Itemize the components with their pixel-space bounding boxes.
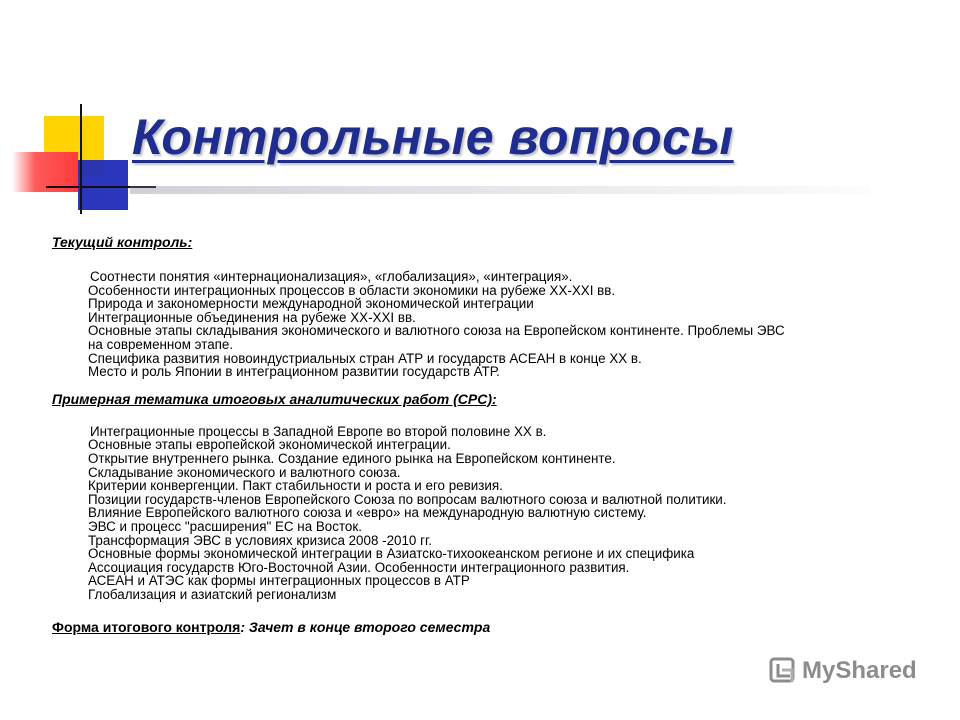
list-item: Основные формы экономической интеграции в Азиатско-тихоокеанском регионе и их специфика: [88, 546, 695, 562]
final-control-value: : Зачет в конце второго семестра: [240, 619, 491, 636]
list-item: Природа и закономерности международной экономической интеграции: [88, 296, 534, 312]
list-item: Место и роль Японии в интеграционном развитии государств АТР.: [88, 364, 500, 380]
slide-content: [52, 234, 932, 635]
current-control-heading: Текущий контроль:: [52, 234, 193, 250]
topics-heading: Примерная тематика итоговых аналитических работ (СРС):: [52, 390, 497, 407]
watermark: [768, 656, 917, 686]
page-title: Контрольные вопросы: [132, 109, 734, 165]
list-item: Интеграционные объединения на рубеже XX-XXI вв.: [88, 309, 416, 325]
list-item: Основные этапы складывания экономического и валютного союза на Европейском континенте. Проблемы ЭВС: [88, 323, 785, 339]
list-item: ЭВС и процесс "расширения" ЕС на Восток.: [88, 518, 362, 534]
list-item: Трансформация ЭВС в условиях кризиса 2008 -2010 гг.: [88, 532, 432, 548]
list-item: Ассоциация государств Юго-Восточной Азии. Особенности интеграционного развития.: [88, 559, 630, 575]
final-control: [52, 619, 932, 635]
list-item: АСЕАН и АТЭС как формы интеграционных процессов в АТР: [88, 573, 470, 589]
topics-list: [52, 425, 932, 602]
myshared-logo-icon: [768, 656, 798, 686]
list-item: Критерии конвергенции. Пакт стабильности и роста и его ревизия.: [88, 478, 503, 494]
current-control-list: [52, 270, 932, 379]
list-item: Основные этапы европейской экономической интеграции.: [88, 437, 451, 453]
final-control-label: Форма итогового контроля: [52, 619, 241, 636]
list-item: Соотнести понятия «интернационализация», «глобализация», «интеграция».: [90, 269, 573, 284]
watermark-text: MyShared: [802, 657, 917, 684]
list-item: Влияние Европейского валютного союза и «евро» на международную валютную систему.: [88, 505, 647, 521]
list-item: Особенности интеграционных процессов в области экономики на рубеже XX-XXI вв.: [88, 282, 616, 298]
list-item: Интеграционные процессы в Западной Европе во второй половине XX в.: [90, 423, 547, 439]
list-item: Складывание экономического и валютного союза.: [88, 464, 401, 480]
list-item: Открытие внутреннего рынка. Создание единого рынка на Европейском континенте.: [88, 450, 616, 466]
list-item: Специфика развития новоиндустриальных стран АТР и государств АСЕАН в конце XX в.: [88, 350, 642, 366]
list-item: на современном этапе.: [88, 336, 234, 352]
title-shadow-bar: [130, 186, 870, 194]
decor-blue-square: [78, 160, 128, 210]
decor-vertical-line: [80, 104, 82, 214]
list-item: Позиции государств-членов Европейского Союза по вопросам валютного союза и валютной политики.: [88, 491, 727, 507]
list-item: Глобализация и азиатский регионализм: [88, 586, 337, 602]
